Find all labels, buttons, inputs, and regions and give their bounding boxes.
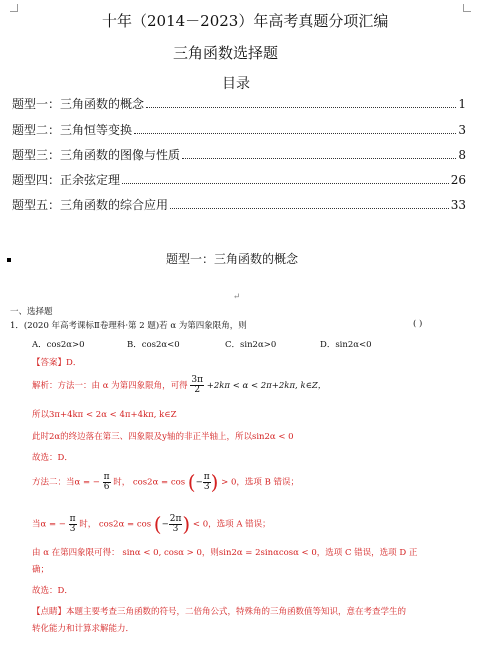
- toc-leader-dots: [146, 106, 456, 108]
- toc-item[interactable]: [12, 146, 466, 163]
- paragraph-mark: ↵: [233, 292, 241, 302]
- option-c: C．sin2α>0: [225, 340, 277, 350]
- toc-leader-dots: [122, 182, 449, 184]
- fraction: [69, 515, 77, 534]
- fraction: [169, 515, 183, 534]
- analysis-text: 时， cos2α = cos: [79, 519, 152, 530]
- right-paren: ): [182, 512, 191, 536]
- analysis-text: > 0，选项 B 错误；: [221, 477, 300, 488]
- analysis-line-9: 故选：D．: [32, 586, 73, 596]
- analysis-line-1: [32, 376, 326, 395]
- fraction-denominator: 6: [103, 481, 110, 492]
- minus-sign: −: [195, 477, 203, 488]
- analysis-line-3: 此时2α的终边落在第三、四象限及y轴的非正半轴上，所以sin2α < 0: [32, 432, 294, 442]
- fraction-numerator: π: [103, 471, 110, 482]
- analysis-text: < 0，选项 A 错误；: [192, 519, 271, 530]
- answer-line: 【答案】D．: [32, 358, 82, 368]
- document-title: 十年（2014－2023）年高考真题分项汇编: [102, 12, 389, 30]
- fraction-denominator: 2: [194, 385, 201, 395]
- analysis-text: 当α = −: [32, 519, 66, 530]
- analysis-line-4: 故选：D．: [32, 453, 73, 463]
- toc-item-page: 3: [458, 123, 466, 137]
- analysis-text: 时， cos2α = cos: [113, 477, 186, 488]
- toc-item[interactable]: [12, 196, 466, 213]
- document-subtitle: 三角函数选择题: [173, 44, 279, 62]
- toc-item-page: 8: [458, 148, 466, 162]
- fraction: [203, 473, 211, 492]
- part-heading: 一、选择题: [10, 307, 53, 317]
- toc-item-page: 1: [458, 97, 466, 111]
- fraction-denominator: 3: [203, 481, 210, 492]
- analysis-text: 解析：方法一：由 α 为第四象限角，可得: [32, 381, 188, 391]
- toc-item-label: 题型四：正余弦定理: [12, 173, 121, 187]
- comment-line-2: 转化能力和计算求解能力．: [32, 624, 135, 634]
- analysis-line-8: 确；: [32, 565, 50, 575]
- analysis-math: +2kπ < α < 2π+2kπ, k∈Z，: [206, 381, 327, 391]
- section-title: 题型一：三角函数的概念: [166, 252, 299, 266]
- toc-item-label: 题型三：三角函数的图像与性质: [12, 148, 181, 162]
- fraction-numerator: 3π: [191, 375, 204, 385]
- toc-item[interactable]: [12, 171, 466, 188]
- question-stem: 1．(2020 年高考课标Ⅱ卷理科·第 2 题)若 α 为第四象限角，则: [10, 321, 247, 331]
- analysis-text: 方法二：当α = −: [32, 477, 100, 488]
- left-paren: (: [153, 512, 162, 536]
- margin-corner-mark: [10, 4, 18, 12]
- fraction: [190, 376, 204, 395]
- fraction-numerator: π: [203, 471, 210, 482]
- fraction-denominator: 3: [172, 523, 179, 534]
- list-bullet: [7, 258, 11, 262]
- option-d: D．sin2α<0: [320, 340, 372, 350]
- fraction-denominator: 3: [69, 523, 76, 534]
- toc-item-label: 题型二：三角恒等变换: [12, 123, 133, 137]
- minus-sign: −: [161, 519, 169, 530]
- right-paren: ): [210, 470, 219, 494]
- toc-heading: 目录: [222, 76, 250, 92]
- fraction-numerator: 2π: [169, 513, 182, 524]
- analysis-line-6: [32, 512, 271, 536]
- fraction: [103, 473, 111, 492]
- toc-item-label: 题型一：三角函数的概念: [12, 97, 145, 111]
- margin-corner-mark: [463, 4, 471, 12]
- toc-item-page: 26: [450, 173, 466, 187]
- answer-blank: ( ): [413, 319, 423, 329]
- toc-item-label: 题型五：三角函数的综合应用: [12, 198, 169, 212]
- toc-item[interactable]: [12, 121, 466, 138]
- toc-leader-dots: [182, 157, 456, 159]
- analysis-line-7: 由 α 在第四象限可得： sinα < 0, cosα > 0，则sin2α = 2sinαcosα < 0，选项 C 错误，选项 D 正: [32, 548, 418, 558]
- toc-leader-dots: [170, 207, 449, 209]
- analysis-line-5: [32, 470, 299, 494]
- option-a: A．cos2α>0: [32, 340, 85, 350]
- comment-line-1: 【点睛】本题主要考查三角函数的符号，二倍角公式，特殊角的三角函数值等知识，意在考查学生的: [32, 607, 407, 617]
- toc-leader-dots: [134, 132, 456, 134]
- fraction-numerator: π: [69, 513, 76, 524]
- toc-item-page: 33: [450, 198, 466, 212]
- toc-item[interactable]: [12, 95, 466, 112]
- analysis-line-2: 所以3π+4kπ < 2α < 4π+4kπ, k∈Z: [32, 410, 177, 420]
- left-paren: (: [187, 470, 196, 494]
- option-b: B．cos2α<0: [127, 340, 180, 350]
